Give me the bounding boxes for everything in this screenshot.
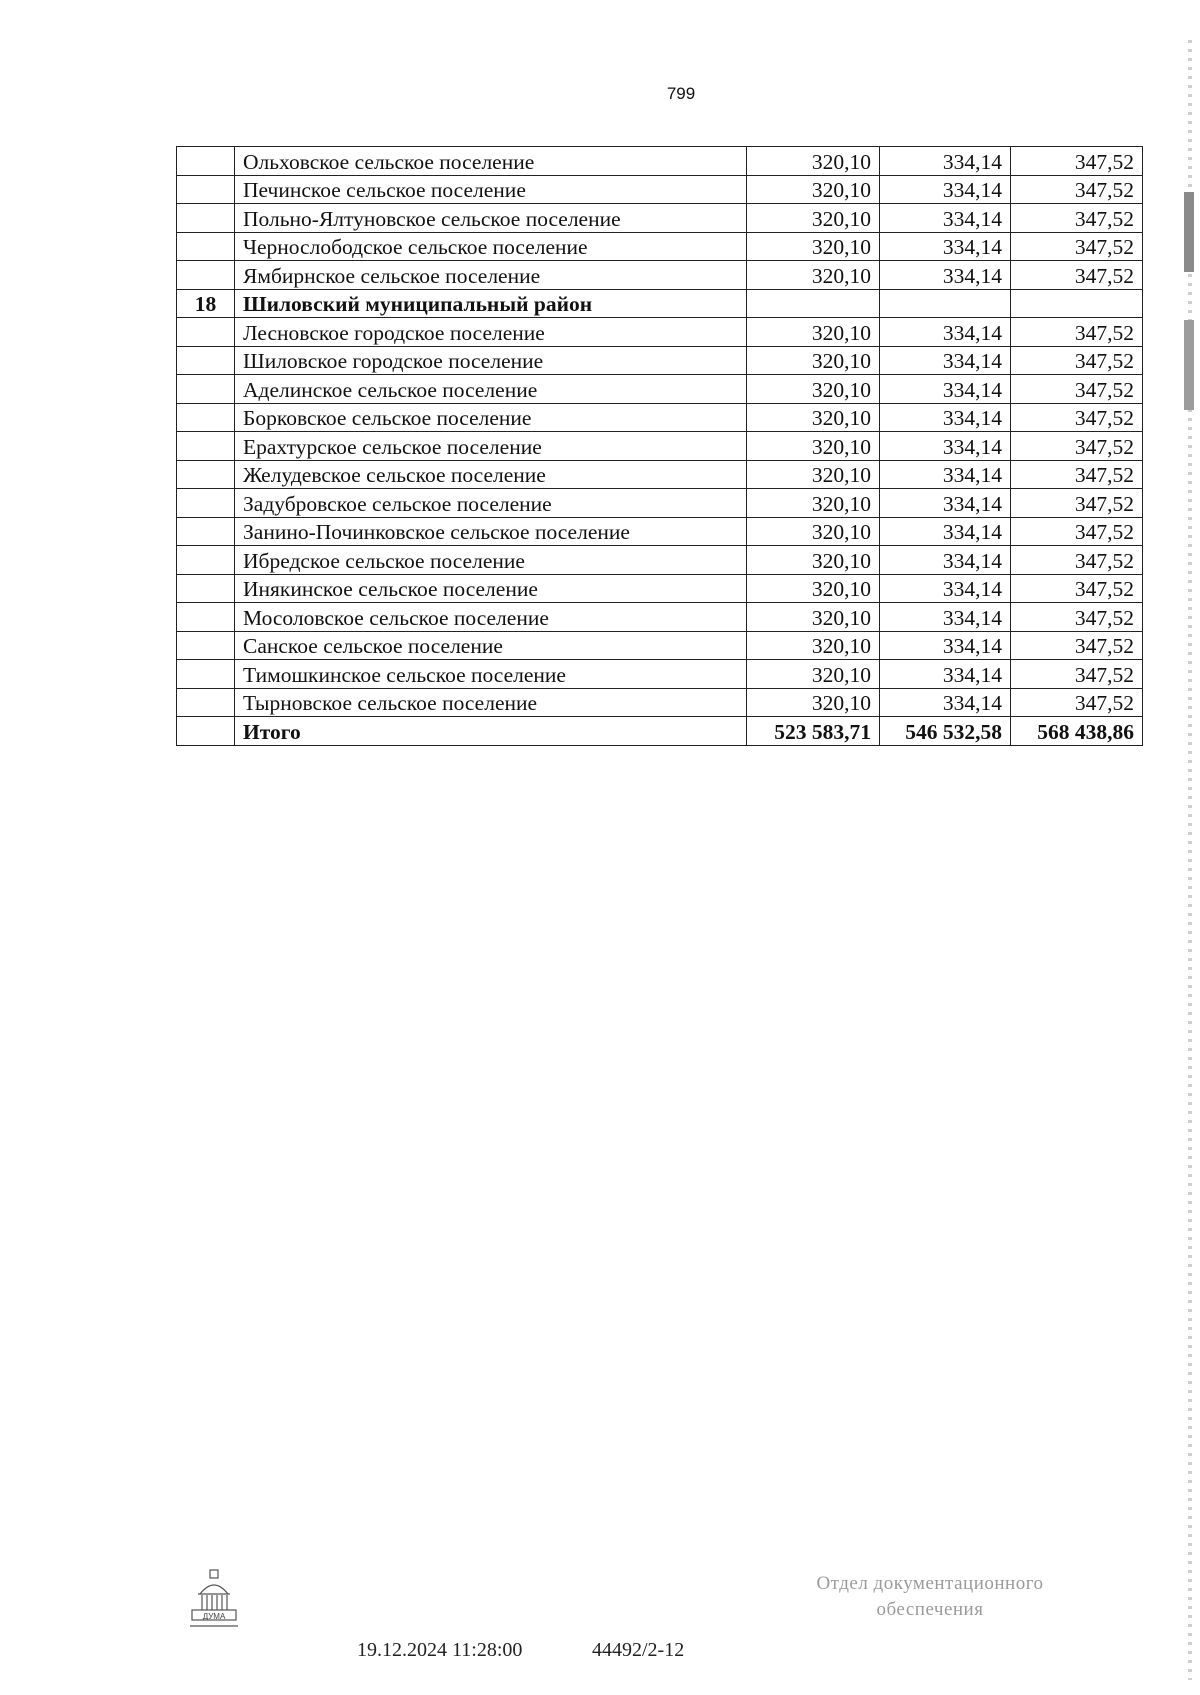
value-col-1: 320,10 xyxy=(747,204,880,233)
value-col-2: 334,14 xyxy=(880,688,1011,717)
logo-text: ДУМА xyxy=(202,1612,226,1621)
table-row xyxy=(177,546,1143,575)
value-col-1: 320,10 xyxy=(747,147,880,176)
row-name: Печинское сельское поселение xyxy=(235,175,747,204)
row-name: Инякинское сельское поселение xyxy=(235,574,747,603)
row-number xyxy=(177,717,235,746)
total-col-1: 523 583,71 xyxy=(747,717,880,746)
table-body xyxy=(177,147,1143,746)
value-col-2: 334,14 xyxy=(880,204,1011,233)
table-row xyxy=(177,631,1143,660)
row-name: Желудевское сельское поселение xyxy=(235,460,747,489)
table-row xyxy=(177,261,1143,290)
value-col-1: 320,10 xyxy=(747,460,880,489)
value-col-3: 347,52 xyxy=(1011,546,1143,575)
row-number xyxy=(177,603,235,632)
scan-edge-artifact xyxy=(1188,40,1192,1680)
row-name: Шиловское городское поселение xyxy=(235,346,747,375)
value-col-2: 334,14 xyxy=(880,261,1011,290)
table-row xyxy=(177,375,1143,404)
table-row xyxy=(177,688,1143,717)
row-name: Ольховское сельское поселение xyxy=(235,147,747,176)
value-col-3: 347,52 xyxy=(1011,432,1143,461)
value-col-1: 320,10 xyxy=(747,688,880,717)
row-number xyxy=(177,346,235,375)
value-col-2: 334,14 xyxy=(880,574,1011,603)
row-name: Польно-Ялтуновское сельское поселение xyxy=(235,204,747,233)
scan-mark xyxy=(1184,320,1194,410)
value-col-1: 320,10 xyxy=(747,232,880,261)
row-number xyxy=(177,318,235,347)
total-col-2: 546 532,58 xyxy=(880,717,1011,746)
table-row xyxy=(177,489,1143,518)
table-row xyxy=(177,432,1143,461)
row-name: Ямбирнское сельское поселение xyxy=(235,261,747,290)
value-col-3: 347,52 xyxy=(1011,318,1143,347)
total-row xyxy=(177,717,1143,746)
duma-logo-icon xyxy=(186,1568,242,1630)
value-col-3: 347,52 xyxy=(1011,460,1143,489)
district-row xyxy=(177,289,1143,318)
value-col-2: 334,14 xyxy=(880,489,1011,518)
row-name: Ерахтурское сельское поселение xyxy=(235,432,747,461)
scan-mark xyxy=(1184,192,1194,272)
row-name: Тимошкинское сельское поселение xyxy=(235,660,747,689)
table-row xyxy=(177,403,1143,432)
value-col-2: 334,14 xyxy=(880,432,1011,461)
row-number xyxy=(177,517,235,546)
row-number xyxy=(177,546,235,575)
row-name: Ибредское сельское поселение xyxy=(235,546,747,575)
value-col-1: 320,10 xyxy=(747,574,880,603)
value-col-3: 347,52 xyxy=(1011,204,1143,233)
value-col-2: 334,14 xyxy=(880,346,1011,375)
value-col-1: 320,10 xyxy=(747,489,880,518)
value-col-3: 347,52 xyxy=(1011,574,1143,603)
value-col-1: 320,10 xyxy=(747,432,880,461)
row-number xyxy=(177,574,235,603)
table-row xyxy=(177,603,1143,632)
value-col-3: 347,52 xyxy=(1011,147,1143,176)
value-col-3: 347,52 xyxy=(1011,175,1143,204)
value-col-2 xyxy=(880,289,1011,318)
value-col-3: 347,52 xyxy=(1011,688,1143,717)
row-number xyxy=(177,660,235,689)
row-number xyxy=(177,631,235,660)
footer-document-number: 44492/2-12 xyxy=(592,1639,685,1661)
row-number xyxy=(177,261,235,290)
row-name: Тырновское сельское поселение xyxy=(235,688,747,717)
value-col-2: 334,14 xyxy=(880,318,1011,347)
value-col-2: 334,14 xyxy=(880,375,1011,404)
value-col-3 xyxy=(1011,289,1143,318)
row-name: Чернослободское сельское поселение xyxy=(235,232,747,261)
value-col-3: 347,52 xyxy=(1011,261,1143,290)
value-col-2: 334,14 xyxy=(880,460,1011,489)
row-number xyxy=(177,432,235,461)
footer-datetime: 19.12.2024 11:28:00 xyxy=(357,1639,523,1661)
budget-table xyxy=(176,146,1143,746)
value-col-2: 334,14 xyxy=(880,175,1011,204)
value-col-3: 347,52 xyxy=(1011,232,1143,261)
page-number: 799 xyxy=(666,84,696,103)
value-col-1: 320,10 xyxy=(747,517,880,546)
row-number xyxy=(177,403,235,432)
row-name: Задубровское сельское поселение xyxy=(235,489,747,518)
table-row xyxy=(177,460,1143,489)
table-row xyxy=(177,517,1143,546)
table-row xyxy=(177,660,1143,689)
row-number xyxy=(177,232,235,261)
value-col-1 xyxy=(747,289,880,318)
row-number xyxy=(177,460,235,489)
value-col-1: 320,10 xyxy=(747,660,880,689)
table-row xyxy=(177,318,1143,347)
value-col-1: 320,10 xyxy=(747,603,880,632)
value-col-2: 334,14 xyxy=(880,403,1011,432)
value-col-1: 320,10 xyxy=(747,403,880,432)
table-row xyxy=(177,346,1143,375)
table-row xyxy=(177,175,1143,204)
department-stamp xyxy=(780,1571,1080,1623)
value-col-2: 334,14 xyxy=(880,603,1011,632)
value-col-3: 347,52 xyxy=(1011,631,1143,660)
row-number xyxy=(177,688,235,717)
value-col-3: 347,52 xyxy=(1011,403,1143,432)
row-name: Лесновское городское поселение xyxy=(235,318,747,347)
row-number xyxy=(177,147,235,176)
table-row xyxy=(177,147,1143,176)
value-col-3: 347,52 xyxy=(1011,603,1143,632)
value-col-1: 320,10 xyxy=(747,318,880,347)
stamp-line-2: обеспечения xyxy=(876,1599,984,1620)
table-row xyxy=(177,574,1143,603)
total-col-3: 568 438,86 xyxy=(1011,717,1143,746)
value-col-2: 334,14 xyxy=(880,660,1011,689)
stamp-line-1: Отдел документационного xyxy=(816,1573,1044,1594)
value-col-1: 320,10 xyxy=(747,631,880,660)
row-name: Шиловский муниципальный район xyxy=(235,289,747,318)
value-col-2: 334,14 xyxy=(880,546,1011,575)
row-name: Санское сельское поселение xyxy=(235,631,747,660)
row-number: 18 xyxy=(177,289,235,318)
value-col-1: 320,10 xyxy=(747,546,880,575)
row-number xyxy=(177,375,235,404)
value-col-3: 347,52 xyxy=(1011,660,1143,689)
row-name: Мосоловское сельское поселение xyxy=(235,603,747,632)
value-col-2: 334,14 xyxy=(880,147,1011,176)
table-row xyxy=(177,232,1143,261)
value-col-3: 347,52 xyxy=(1011,517,1143,546)
value-col-3: 347,52 xyxy=(1011,375,1143,404)
row-name: Борковское сельское поселение xyxy=(235,403,747,432)
value-col-3: 347,52 xyxy=(1011,489,1143,518)
value-col-2: 334,14 xyxy=(880,232,1011,261)
value-col-1: 320,10 xyxy=(747,175,880,204)
value-col-1: 320,10 xyxy=(747,346,880,375)
total-label: Итого xyxy=(235,717,747,746)
value-col-2: 334,14 xyxy=(880,631,1011,660)
row-number xyxy=(177,204,235,233)
value-col-1: 320,10 xyxy=(747,375,880,404)
value-col-3: 347,52 xyxy=(1011,346,1143,375)
row-name: Занино-Починковское сельское поселение xyxy=(235,517,747,546)
value-col-1: 320,10 xyxy=(747,261,880,290)
row-name: Аделинское сельское поселение xyxy=(235,375,747,404)
value-col-2: 334,14 xyxy=(880,517,1011,546)
row-number xyxy=(177,175,235,204)
row-number xyxy=(177,489,235,518)
table-row xyxy=(177,204,1143,233)
